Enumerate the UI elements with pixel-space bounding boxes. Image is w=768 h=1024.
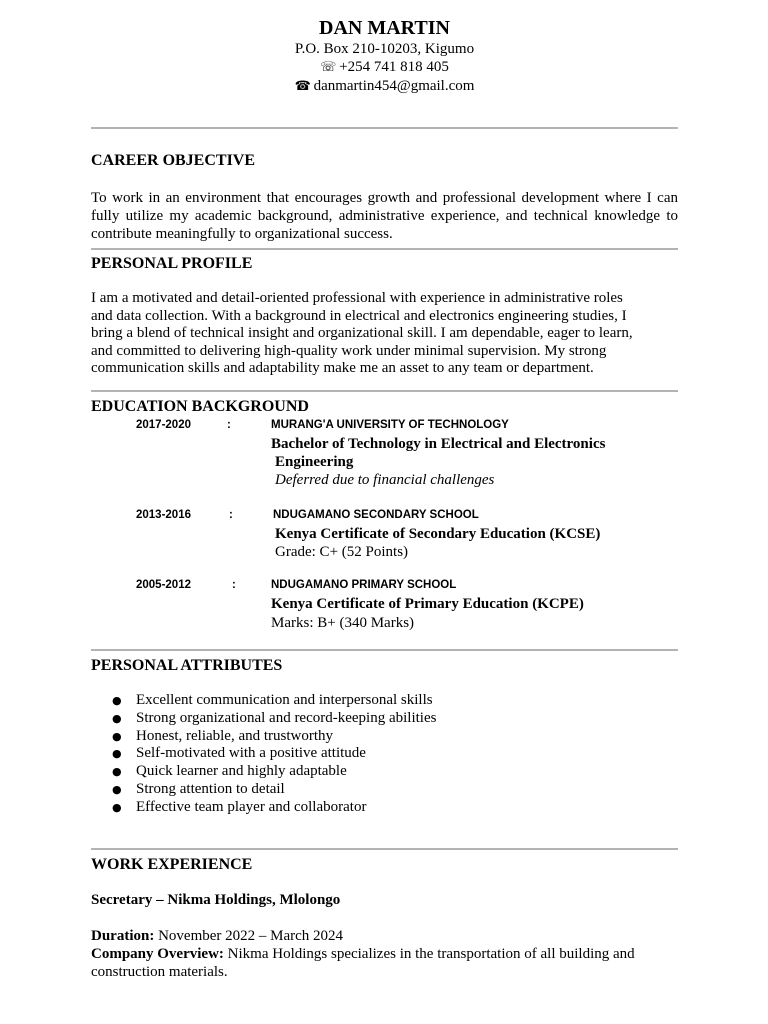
email-line bbox=[91, 77, 678, 96]
attribute-text: Honest, reliable, and trustworthy bbox=[136, 727, 334, 744]
education-entry bbox=[91, 577, 678, 647]
bullet-icon: ● bbox=[112, 693, 122, 707]
profile-line: and committed to delivering high-quality work under minimal supervision. My strong bbox=[91, 342, 607, 359]
education-separator: : bbox=[229, 508, 233, 521]
education-years: 2017-2020 bbox=[136, 418, 191, 431]
education-title: EDUCATION BACKGROUND bbox=[91, 397, 309, 415]
telephone-icon: ☎ bbox=[294, 79, 311, 94]
career-objective-title: CAREER OBJECTIVE bbox=[91, 152, 256, 169]
education-qualification: Bachelor of Technology in Electrical and Electronics bbox=[271, 435, 606, 452]
bullet-icon: ● bbox=[112, 747, 122, 761]
bullet-icon: ● bbox=[112, 729, 122, 743]
list-item bbox=[91, 799, 678, 817]
phone-number: +254 741 818 405 bbox=[339, 59, 449, 75]
duration-label: Duration: bbox=[91, 927, 155, 944]
list-item bbox=[91, 710, 678, 728]
candidate-name: DAN MARTIN bbox=[319, 17, 450, 39]
attribute-text: Effective team player and collaborator bbox=[136, 798, 367, 815]
list-item bbox=[91, 745, 678, 763]
company-overview bbox=[91, 945, 678, 963]
education-separator: : bbox=[227, 418, 231, 431]
job-duration bbox=[91, 927, 678, 945]
personal-attributes-title: PERSONAL ATTRIBUTES bbox=[91, 656, 283, 674]
education-school: NDUGAMANO PRIMARY SCHOOL bbox=[271, 578, 457, 591]
attributes-list bbox=[91, 692, 678, 817]
resume-header bbox=[91, 0, 678, 96]
bullet-icon: ● bbox=[112, 765, 122, 779]
education-qualification-cont: Engineering bbox=[275, 453, 354, 470]
education-qualification: Kenya Certificate of Primary Education (KCPE) bbox=[271, 595, 584, 612]
profile-line: communication skills and adaptability make me an asset to any team or department. bbox=[91, 360, 594, 377]
education-separator: : bbox=[232, 578, 236, 591]
phone-icon: ☏ bbox=[320, 60, 337, 75]
list-item bbox=[91, 728, 678, 746]
education-school: NDUGAMANO SECONDARY SCHOOL bbox=[273, 508, 479, 521]
duration-value: November 2022 – March 2024 bbox=[154, 927, 344, 944]
address: P.O. Box 210-10203, Kigumo bbox=[294, 41, 475, 57]
work-experience-title: WORK EXPERIENCE bbox=[91, 855, 253, 873]
education-years: 2013-2016 bbox=[136, 508, 191, 521]
attribute-text: Strong attention to detail bbox=[136, 780, 285, 797]
attribute-text: Quick learner and highly adaptable bbox=[136, 763, 347, 780]
resume-page bbox=[91, 0, 678, 981]
career-objective-text: To work in an environment that encourages growth and professional development where I can fully utilize my academic background, administrative experience, and technical knowledge to contribute meaningfully to organizational success. bbox=[91, 190, 678, 242]
education-years: 2005-2012 bbox=[136, 578, 191, 591]
job-title: Secretary – Nikma Holdings, Mlolongo bbox=[91, 891, 341, 908]
attribute-text: Strong organizational and record-keeping abilities bbox=[136, 709, 437, 726]
education-grade: Grade: C+ (52 Points) bbox=[275, 543, 409, 560]
company-overview-cont: construction materials. bbox=[91, 963, 228, 980]
overview-value: Nikma Holdings specializes in the transportation of all building and bbox=[223, 945, 635, 962]
personal-profile-text bbox=[91, 290, 678, 378]
education-entry bbox=[91, 507, 678, 577]
attribute-text: Self-motivated with a positive attitude bbox=[136, 745, 366, 762]
education-note: Deferred due to financial challenges bbox=[275, 471, 495, 488]
personal-profile-title: PERSONAL PROFILE bbox=[91, 255, 253, 272]
overview-label: Company Overview: bbox=[91, 945, 224, 962]
bullet-icon: ● bbox=[112, 800, 122, 814]
education-school: MURANG'A UNIVERSITY OF TECHNOLOGY bbox=[271, 418, 509, 431]
education-entry bbox=[91, 417, 678, 507]
profile-line: I am a motivated and detail-oriented professional with experience in administrative roles bbox=[91, 290, 623, 306]
list-item bbox=[91, 781, 678, 799]
profile-line: bring a blend of technical insight and organizational skill. I am dependable, eager to learn, bbox=[91, 325, 633, 342]
phone-line bbox=[91, 58, 678, 77]
profile-line: and data collection. With a background in electrical and electronics engineering studies, I bbox=[91, 307, 627, 324]
attribute-text: Excellent communication and interpersonal skills bbox=[136, 691, 433, 708]
list-item bbox=[91, 692, 678, 710]
education-qualification: Kenya Certificate of Secondary Education (KCSE) bbox=[275, 525, 601, 542]
email-address: danmartin454@gmail.com bbox=[313, 78, 475, 94]
bullet-icon: ● bbox=[112, 782, 122, 796]
bullet-icon: ● bbox=[112, 711, 122, 725]
list-item bbox=[91, 763, 678, 781]
education-grade: Marks: B+ (340 Marks) bbox=[271, 614, 415, 631]
